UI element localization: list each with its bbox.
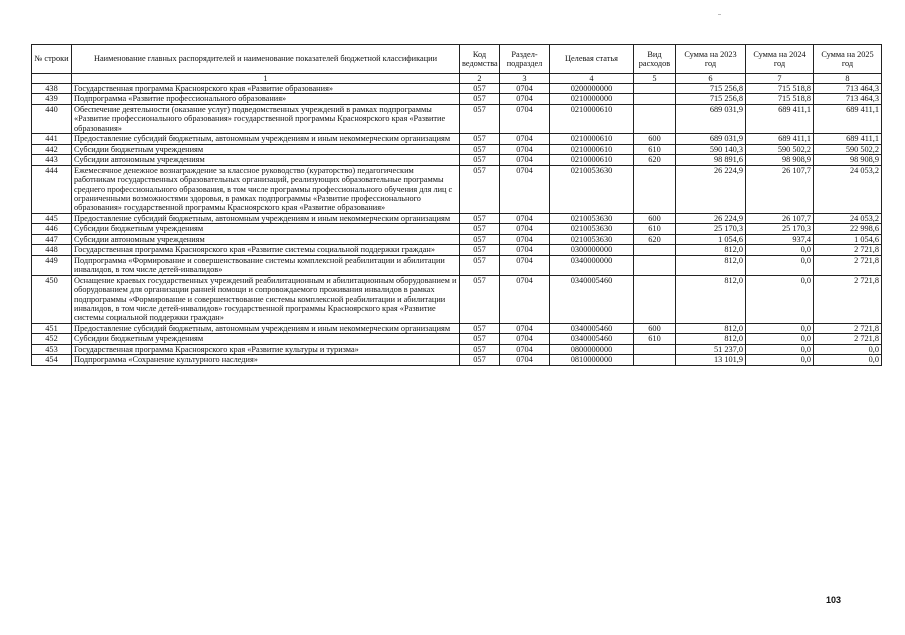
cell-section: 0704 [500,144,550,154]
cell-target-item: 0210000610 [550,134,634,144]
cell-expense-type [634,344,676,354]
cell-section: 0704 [500,134,550,144]
cell-expense-type: 600 [634,213,676,223]
cell-department-code: 057 [460,144,500,154]
cell-section: 0704 [500,323,550,333]
cell-target-item: 0210053630 [550,213,634,223]
cell-sum-2025: 2 721,8 [814,255,882,275]
cell-target-item: 0210000610 [550,144,634,154]
cell-sum-2025: 590 502,2 [814,144,882,154]
cell-sum-2023: 26 224,9 [676,165,746,213]
cell-sum-2023: 590 140,3 [676,144,746,154]
cell-sum-2025: 24 053,2 [814,213,882,223]
column-number: 5 [634,74,676,84]
cell-sum-2025: 1 054,6 [814,234,882,244]
cell-sum-2024: 689 411,1 [746,104,814,133]
header-row-number: № строки [32,45,72,74]
cell-department-code: 057 [460,224,500,234]
cell-sum-2023: 715 256,8 [676,94,746,104]
cell-name: Государственная программа Красноярского края «Развитие культуры и туризма» [72,344,460,354]
cell-section: 0704 [500,334,550,344]
cell-department-code: 057 [460,84,500,94]
cell-target-item: 0800000000 [550,344,634,354]
cell-row-number: 450 [32,275,72,323]
cell-target-item: 0340005460 [550,334,634,344]
cell-sum-2024: 0,0 [746,344,814,354]
cell-expense-type [634,245,676,255]
cell-expense-type [634,84,676,94]
cell-expense-type [634,165,676,213]
cell-section: 0704 [500,344,550,354]
table-header-row [32,45,882,74]
cell-department-code: 057 [460,213,500,223]
cell-row-number: 453 [32,344,72,354]
table-row [32,334,882,344]
cell-sum-2024: 0,0 [746,275,814,323]
table-row [32,104,882,133]
cell-target-item: 0300000000 [550,245,634,255]
table-row [32,94,882,104]
header-expense-type: Вид расходов [634,45,676,74]
cell-row-number: 444 [32,165,72,213]
cell-expense-type: 620 [634,234,676,244]
cell-department-code: 057 [460,344,500,354]
cell-sum-2025: 2 721,8 [814,323,882,333]
cell-sum-2024: 0,0 [746,323,814,333]
cell-name: Субсидии бюджетным учреждениям [72,224,460,234]
cell-sum-2024: 937,4 [746,234,814,244]
budget-table [31,44,882,366]
cell-name: Подпрограмма «Развитие профессионального образования» [72,94,460,104]
table-row [32,84,882,94]
cell-department-code: 057 [460,275,500,323]
cell-sum-2023: 812,0 [676,334,746,344]
cell-expense-type: 600 [634,323,676,333]
cell-sum-2024: 25 170,3 [746,224,814,234]
column-number: 8 [814,74,882,84]
cell-target-item: 0810000000 [550,355,634,365]
cell-row-number: 443 [32,155,72,165]
cell-name: Предоставление субсидий бюджетным, автономным учреждениям и иным некоммерческим организациям [72,134,460,144]
header-sum-2025: Сумма на 2025 год [814,45,882,74]
table-row [32,165,882,213]
cell-name: Оснащение краевых государственных учреждений реабилитационным и абилитационным оборудованием и оборудованием для организации ранней помощи и сопровождаемого проживания инвалидов в рамках подпрограммы «Формирование и совершенствование системы комплексной реабилитации и абилитации инвалидов, в том числе детей-инвалидов» государственной программы Красноярского края «Развитие системы социальной поддержки граждан» [72,275,460,323]
cell-department-code: 057 [460,255,500,275]
cell-department-code: 057 [460,334,500,344]
cell-section: 0704 [500,234,550,244]
cell-target-item: 0210000000 [550,94,634,104]
header-name: Наименование главных распорядителей и наименование показателей бюджетной классификации [72,45,460,74]
cell-target-item: 0340000000 [550,255,634,275]
table-row [32,245,882,255]
cell-row-number: 442 [32,144,72,154]
cell-sum-2023: 98 891,6 [676,155,746,165]
cell-section: 0704 [500,165,550,213]
table-row [32,224,882,234]
cell-sum-2024: 0,0 [746,255,814,275]
cell-row-number: 451 [32,323,72,333]
cell-row-number: 440 [32,104,72,133]
cell-sum-2024: 98 908,9 [746,155,814,165]
cell-row-number: 454 [32,355,72,365]
cell-sum-2025: 713 464,3 [814,94,882,104]
cell-section: 0704 [500,104,550,133]
column-number-row [32,74,882,84]
table-row [32,155,882,165]
cell-department-code: 057 [460,104,500,133]
cell-name: Субсидии бюджетным учреждениям [72,334,460,344]
cell-section: 0704 [500,245,550,255]
cell-row-number: 446 [32,224,72,234]
cell-target-item: 0210053630 [550,224,634,234]
table-row [32,344,882,354]
cell-expense-type: 620 [634,155,676,165]
header-sum-2024: Сумма на 2024 год [746,45,814,74]
cell-expense-type [634,275,676,323]
cell-target-item: 0210053630 [550,234,634,244]
header-section: Раздел-подраздел [500,45,550,74]
cell-name: Подпрограмма «Формирование и совершенствование системы комплексной реабилитации и абилитации инвалидов, в том числе детей-инвалидов» [72,255,460,275]
cell-sum-2024: 26 107,7 [746,213,814,223]
cell-section: 0704 [500,224,550,234]
cell-department-code: 057 [460,134,500,144]
cell-section: 0704 [500,84,550,94]
cell-name: Обеспечение деятельности (оказание услуг) подведомственных учреждений в рамках подпрограммы «Развитие профессионального образования» государственной программы Красноярского края «Развитие образования» [72,104,460,133]
cell-name: Подпрограмма «Сохранение культурного наследия» [72,355,460,365]
cell-sum-2024: 0,0 [746,355,814,365]
cell-target-item: 0340005460 [550,275,634,323]
cell-sum-2023: 689 031,9 [676,104,746,133]
column-number: 3 [500,74,550,84]
cell-sum-2025: 689 411,1 [814,134,882,144]
cell-sum-2025: 24 053,2 [814,165,882,213]
cell-target-item: 0210000610 [550,155,634,165]
table-body [32,84,882,366]
cell-sum-2023: 715 256,8 [676,84,746,94]
cell-row-number: 445 [32,213,72,223]
table-row [32,355,882,365]
cell-section: 0704 [500,255,550,275]
column-number: 4 [550,74,634,84]
cell-sum-2025: 22 998,6 [814,224,882,234]
table-row [32,234,882,244]
cell-target-item: 0210053630 [550,165,634,213]
cell-sum-2023: 26 224,9 [676,213,746,223]
cell-row-number: 448 [32,245,72,255]
cell-sum-2024: 689 411,1 [746,134,814,144]
column-number [32,74,72,84]
budget-document [31,44,881,366]
cell-expense-type: 610 [634,224,676,234]
cell-target-item: 0210000610 [550,104,634,133]
cell-sum-2023: 25 170,3 [676,224,746,234]
cell-sum-2023: 1 054,6 [676,234,746,244]
cell-department-code: 057 [460,155,500,165]
cell-department-code: 057 [460,94,500,104]
cell-name: Государственная программа Красноярского края «Развитие образования» [72,84,460,94]
cell-sum-2025: 0,0 [814,344,882,354]
cell-name: Субсидии автономным учреждениям [72,155,460,165]
cell-sum-2024: 590 502,2 [746,144,814,154]
cell-sum-2025: 713 464,3 [814,84,882,94]
cell-row-number: 447 [32,234,72,244]
header-department-code: Код ведомства [460,45,500,74]
cell-department-code: 057 [460,234,500,244]
column-number: 1 [72,74,460,84]
cell-sum-2023: 812,0 [676,323,746,333]
cell-name: Ежемесячное денежное вознаграждение за классное руководство (кураторство) педагогическим работникам государственных образовательных организаций, реализующих образовательные программы среднего профессионального образования, в том числе программы профессионального обучения для лиц с ограниченными возможностями здоровья, в рамках подпрограммы «Развитие профессионального образования» государственной программы Красноярского края «Развитие образования» [72,165,460,213]
cell-section: 0704 [500,155,550,165]
cell-section: 0704 [500,355,550,365]
cell-sum-2023: 812,0 [676,275,746,323]
cell-sum-2024: 715 518,8 [746,94,814,104]
cell-sum-2024: 26 107,7 [746,165,814,213]
table-row [32,134,882,144]
cell-sum-2024: 0,0 [746,245,814,255]
table-row [32,275,882,323]
cell-sum-2024: 715 518,8 [746,84,814,94]
cell-sum-2025: 98 908,9 [814,155,882,165]
header-sum-2023: Сумма на 2023 год [676,45,746,74]
cell-department-code: 057 [460,245,500,255]
cell-sum-2024: 0,0 [746,334,814,344]
cell-sum-2023: 812,0 [676,245,746,255]
column-number: 6 [676,74,746,84]
cell-sum-2025: 2 721,8 [814,245,882,255]
cell-expense-type: 610 [634,334,676,344]
scan-artifact [718,14,721,15]
cell-row-number: 449 [32,255,72,275]
column-number: 7 [746,74,814,84]
cell-section: 0704 [500,275,550,323]
table-row [32,255,882,275]
cell-sum-2023: 812,0 [676,255,746,275]
cell-row-number: 438 [32,84,72,94]
cell-name: Государственная программа Красноярского края «Развитие системы социальной поддержки граждан» [72,245,460,255]
cell-sum-2025: 689 411,1 [814,104,882,133]
cell-name: Предоставление субсидий бюджетным, автономным учреждениям и иным некоммерческим организациям [72,323,460,333]
table-row [32,144,882,154]
cell-target-item: 0340005460 [550,323,634,333]
cell-department-code: 057 [460,165,500,213]
cell-sum-2023: 51 237,0 [676,344,746,354]
cell-row-number: 439 [32,94,72,104]
header-target-item: Целевая статья [550,45,634,74]
cell-sum-2023: 13 101,9 [676,355,746,365]
cell-sum-2025: 0,0 [814,355,882,365]
cell-expense-type [634,104,676,133]
cell-sum-2025: 2 721,8 [814,334,882,344]
table-row [32,323,882,333]
cell-expense-type [634,255,676,275]
cell-row-number: 441 [32,134,72,144]
cell-sum-2025: 2 721,8 [814,275,882,323]
cell-sum-2023: 689 031,9 [676,134,746,144]
cell-name: Субсидии автономным учреждениям [72,234,460,244]
cell-department-code: 057 [460,323,500,333]
cell-row-number: 452 [32,334,72,344]
cell-expense-type: 610 [634,144,676,154]
page-number: 103 [826,595,842,605]
cell-department-code: 057 [460,355,500,365]
cell-expense-type [634,355,676,365]
cell-target-item: 0200000000 [550,84,634,94]
cell-name: Предоставление субсидий бюджетным, автономным учреждениям и иным некоммерческим организациям [72,213,460,223]
table-row [32,213,882,223]
cell-expense-type: 600 [634,134,676,144]
cell-section: 0704 [500,94,550,104]
cell-name: Субсидии бюджетным учреждениям [72,144,460,154]
column-number: 2 [460,74,500,84]
cell-section: 0704 [500,213,550,223]
cell-expense-type [634,94,676,104]
